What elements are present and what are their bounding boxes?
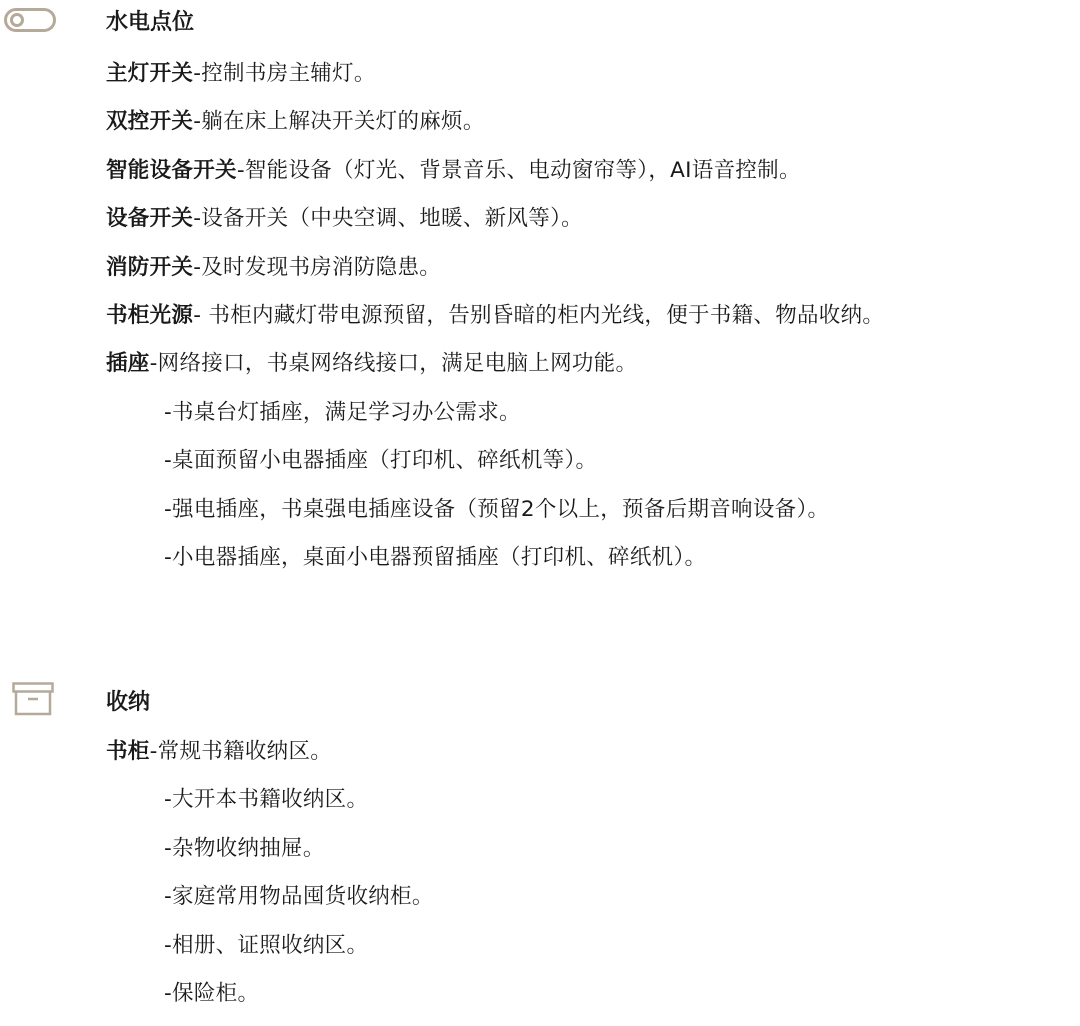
- sub-list-item: [0, 930, 434, 978]
- sub-list-item: [0, 833, 434, 881]
- list-item: [0, 252, 884, 300]
- list-item: [0, 300, 884, 348]
- toggle-switch-icon: [4, 8, 56, 32]
- item-label: 插座: [106, 351, 150, 377]
- item-text: -设备开关（中央空调、地暖、新风等）。: [193, 206, 583, 232]
- sub-list-item: [0, 445, 884, 493]
- item-label: 智能设备开关: [106, 157, 237, 183]
- item-label: 双控开关: [106, 109, 194, 135]
- item-label: 书柜: [106, 739, 150, 764]
- list-item: [0, 348, 884, 396]
- item-text: -强电插座，书桌强电插座设备（预留2个以上，预备后期音响设备）。: [164, 496, 830, 522]
- item-label: 消防开关: [106, 254, 194, 280]
- item-text: - 书柜内藏灯带电源预留，告别昏暗的柜内光线，便于书籍、物品收纳。: [193, 302, 885, 328]
- item-label: 主灯开关: [106, 61, 194, 86]
- item-text: -相册、证照收纳区。: [164, 932, 369, 958]
- list-item: [0, 58, 884, 106]
- list-item: [0, 155, 884, 203]
- item-text: -杂物收纳抽屉。: [164, 835, 325, 861]
- item-text: -及时发现书房消防隐患。: [193, 254, 442, 280]
- item-label: 设备开关: [106, 206, 194, 232]
- item-label: 书柜光源: [106, 302, 194, 328]
- item-text: -躺在床上解决开关灯的麻烦。: [193, 109, 485, 135]
- item-text: -保险柜。: [164, 980, 260, 1006]
- sub-list-item: [0, 784, 434, 832]
- sub-list-item: [0, 397, 884, 445]
- list-item: [0, 203, 884, 251]
- item-text: -智能设备（灯光、背景音乐、电动窗帘等），AI语音控制。: [236, 157, 801, 183]
- storage-list: [0, 736, 434, 1026]
- sub-list-item: [0, 542, 884, 590]
- item-text: -书桌台灯插座，满足学习办公需求。: [164, 399, 521, 425]
- item-text: -常规书籍收纳区。: [149, 739, 333, 764]
- item-text: -网络接口，书桌网络线接口，满足电脑上网功能。: [149, 351, 638, 377]
- storage-box-icon: [12, 682, 54, 716]
- item-text: -小电器插座，桌面小电器预留插座（打印机、碎纸机）。: [164, 544, 707, 570]
- item-text: -桌面预留小电器插座（打印机、碎纸机等）。: [164, 448, 598, 474]
- item-text: -控制书房主辅灯。: [193, 61, 376, 86]
- sub-list-item: [0, 494, 884, 542]
- sub-list-item: [0, 978, 434, 1026]
- item-text: -家庭常用物品囤货收纳柜。: [164, 884, 434, 910]
- sub-list-item: [0, 881, 434, 929]
- item-text: -大开本书籍收纳区。: [164, 787, 369, 813]
- utilities-list: [0, 58, 884, 590]
- section-title-storage: 收纳: [106, 690, 151, 715]
- list-item: [0, 736, 434, 784]
- section-title-utilities: 水电点位: [106, 10, 195, 35]
- list-item: [0, 106, 884, 154]
